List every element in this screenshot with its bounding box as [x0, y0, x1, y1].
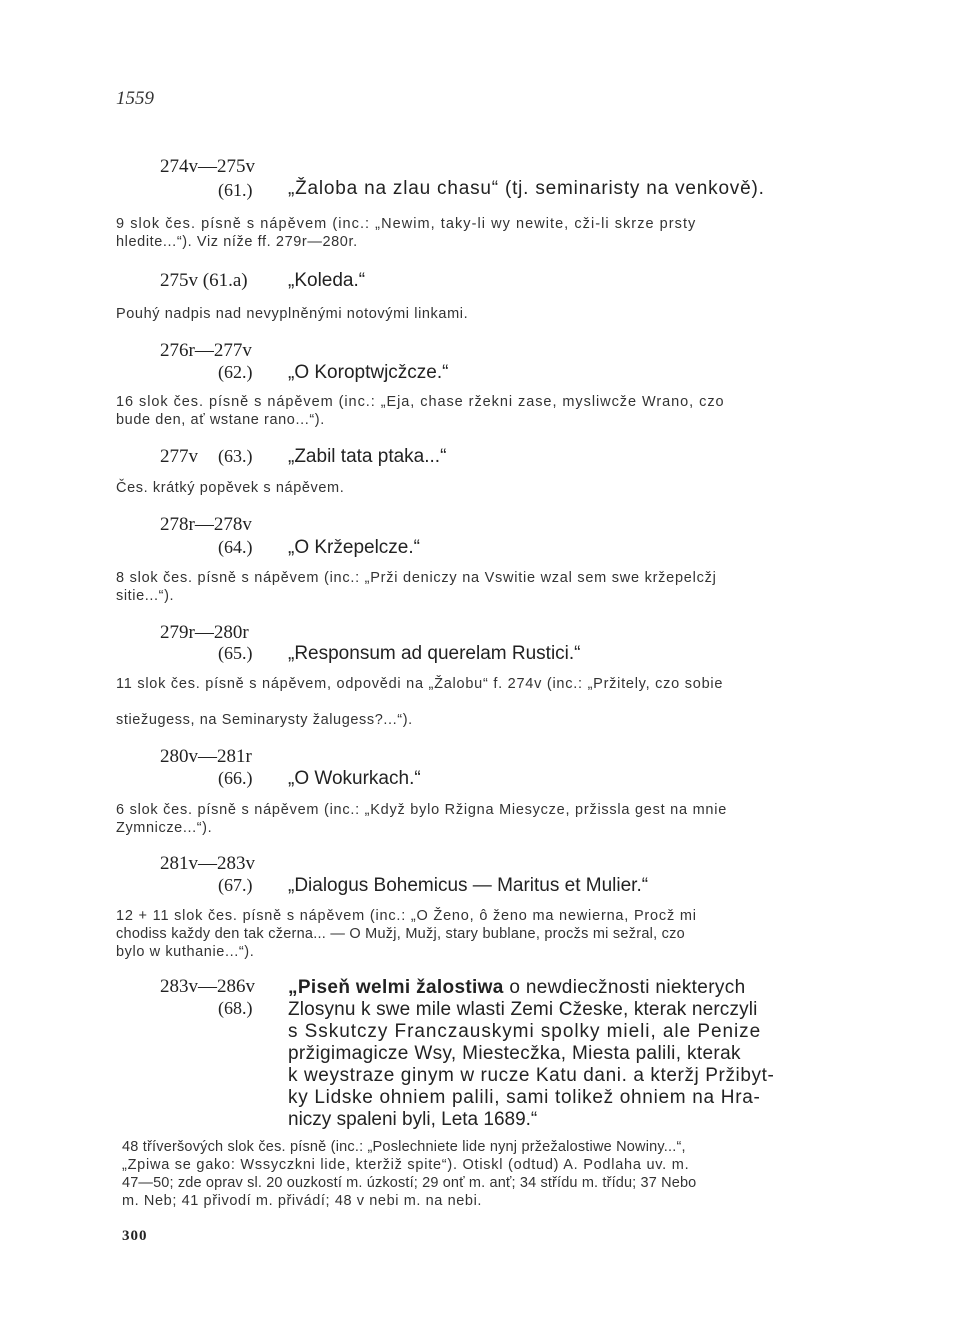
entry-title-line: niczy spaleni byli, Leta 1689.“ — [288, 1109, 538, 1130]
entry-note-line: 12 + 11 slok čes. písně s nápěvem (inc.: „O Ženo, ô ženo ma newierna, Procž mi — [116, 908, 697, 924]
entry-title: „Koleda.“ — [288, 270, 366, 291]
entry-note-line: 11 slok čes. písně s nápěvem, odpovědi na „Žalobu“ f. 274v (inc.: „Pržitely, czo sobie — [116, 676, 724, 692]
page-number-bottom: 300 — [122, 1228, 148, 1244]
entry-folio: 279r—280r — [160, 622, 249, 643]
entry-title: „O Koroptwjcžcze.“ — [288, 362, 449, 383]
entry-note-line: Pouhý nadpis nad nevyplněnými notovými linkami. — [116, 306, 469, 322]
entry-number: (61.) — [218, 180, 253, 200]
entry-note-line: bude den, ať wstane rano...“). — [116, 412, 325, 428]
entry-title-line: k weystraze ginym w rucze Katu dani. a kteržj Pržibyt- — [288, 1065, 775, 1086]
entry-number: (65.) — [218, 643, 253, 663]
entry-note-line: sitie...“). — [116, 588, 175, 604]
entry-folio: 277v — [160, 446, 198, 467]
entry-note-line: 16 slok čes. písně s nápěvem (inc.: „Eja, chase ržekni zase, mysliwcže Wrano, czo — [116, 394, 725, 410]
entry-note-line: „Zpiwa se gako: Wssyczkni lide, kteržiž spite“). Otiskl (odtud) A. Podlaha uv. m. — [122, 1157, 690, 1173]
entry-folio: 281v—283v — [160, 853, 255, 874]
entry-title-rest: o newdiecžnosti niekterych — [503, 977, 746, 998]
entry-title-line: Zlosynu k swe mile wlasti Zemi Cžeske, kterak nerczyli — [288, 999, 758, 1020]
entry-folio: 280v—281r — [160, 746, 252, 767]
entry-title: „O Wokurkach.“ — [288, 768, 421, 789]
entry-note-line: Zymnicze...“). — [116, 820, 213, 836]
entry-title: „Responsum ad querelam Rustici.“ — [288, 643, 581, 664]
entry-note-line: bylo w kuthanie...“). — [116, 944, 255, 960]
entry-title: „Žaloba na zlau chasu“ (tj. seminaristy na venkově). — [288, 178, 765, 199]
entry-note-line: chodiss každy den tak cžerna... — O Mužj, Mužj, stary bublane, procžs mi sežral, czo — [116, 926, 685, 942]
entry-note-line: 47—50; zde oprav sl. 20 ouzkostí m. úzkostí; 29 onť m. anť; 34 střídu m. třídu; 37 Nebo — [122, 1175, 697, 1191]
entry-title-line: pržigimagicze Wsy, Miestecžka, Miesta palili, kterak — [288, 1043, 741, 1064]
entry-folio: 278r—278v — [160, 514, 252, 535]
entry-folio: 275v (61.a) — [160, 270, 248, 291]
entry-title: „Dialogus Bohemicus — Maritus et Mulier.“ — [288, 875, 649, 896]
entry-note-line: stiežugess, na Seminarysty žalugess?...“). — [116, 712, 413, 728]
entry-title: „Zabil tata ptaka...“ — [288, 446, 447, 467]
entry-number: (66.) — [218, 768, 253, 788]
entry-note-line: 8 slok čes. písně s nápěvem (inc.: „Prži deniczy na Vswitie wzal sem swe kržepelcžj — [116, 570, 717, 586]
entry-note-line: m. Neb; 41 přivodí m. přivádí; 48 v nebi m. na nebi. — [122, 1193, 483, 1209]
entry-folio: 274v—275v — [160, 156, 255, 177]
entry-folio: 276r—277v — [160, 340, 252, 361]
entry-title-line — [288, 977, 746, 998]
entry-note-line: 48 tříveršových slok čes. písně (inc.: „Poslechniete lide nynj pržežalostiwe Nowiny...“, — [122, 1139, 686, 1155]
entry-note-line: 9 slok čes. písně s nápěvem (inc.: „Newim, taky-li wy newite, cži-li skrze prsty — [116, 216, 697, 232]
entry-note-line: hledite...“). Viz níže ff. 279r—280r. — [116, 234, 358, 250]
entry-title-line: ky Lidske ohniem palili, sami tolikež ohniem na Hra- — [288, 1087, 761, 1108]
entry-title-line: s Sskutczy Franczauskymi spolky mieli, ale Penize — [288, 1021, 762, 1042]
page-number-top: 1559 — [116, 88, 154, 109]
entry-number: (63.) — [218, 446, 253, 466]
entry-number: (67.) — [218, 875, 253, 895]
entry-note-line: Čes. krátký popěvek s nápěvem. — [116, 480, 345, 496]
entry-number: (62.) — [218, 362, 253, 382]
entry-number: (64.) — [218, 537, 253, 557]
entry-folio: 283v—286v — [160, 976, 255, 997]
entry-title-bold: „Piseň welmi žalostiwa — [288, 977, 504, 998]
entry-title: „O Kržepelcze.“ — [288, 537, 420, 558]
entry-number: (68.) — [218, 998, 253, 1018]
entry-note-line: 6 slok čes. písně s nápěvem (inc.: „Když bylo Ržigna Miesycze, pržissla gest na mnie — [116, 802, 728, 818]
